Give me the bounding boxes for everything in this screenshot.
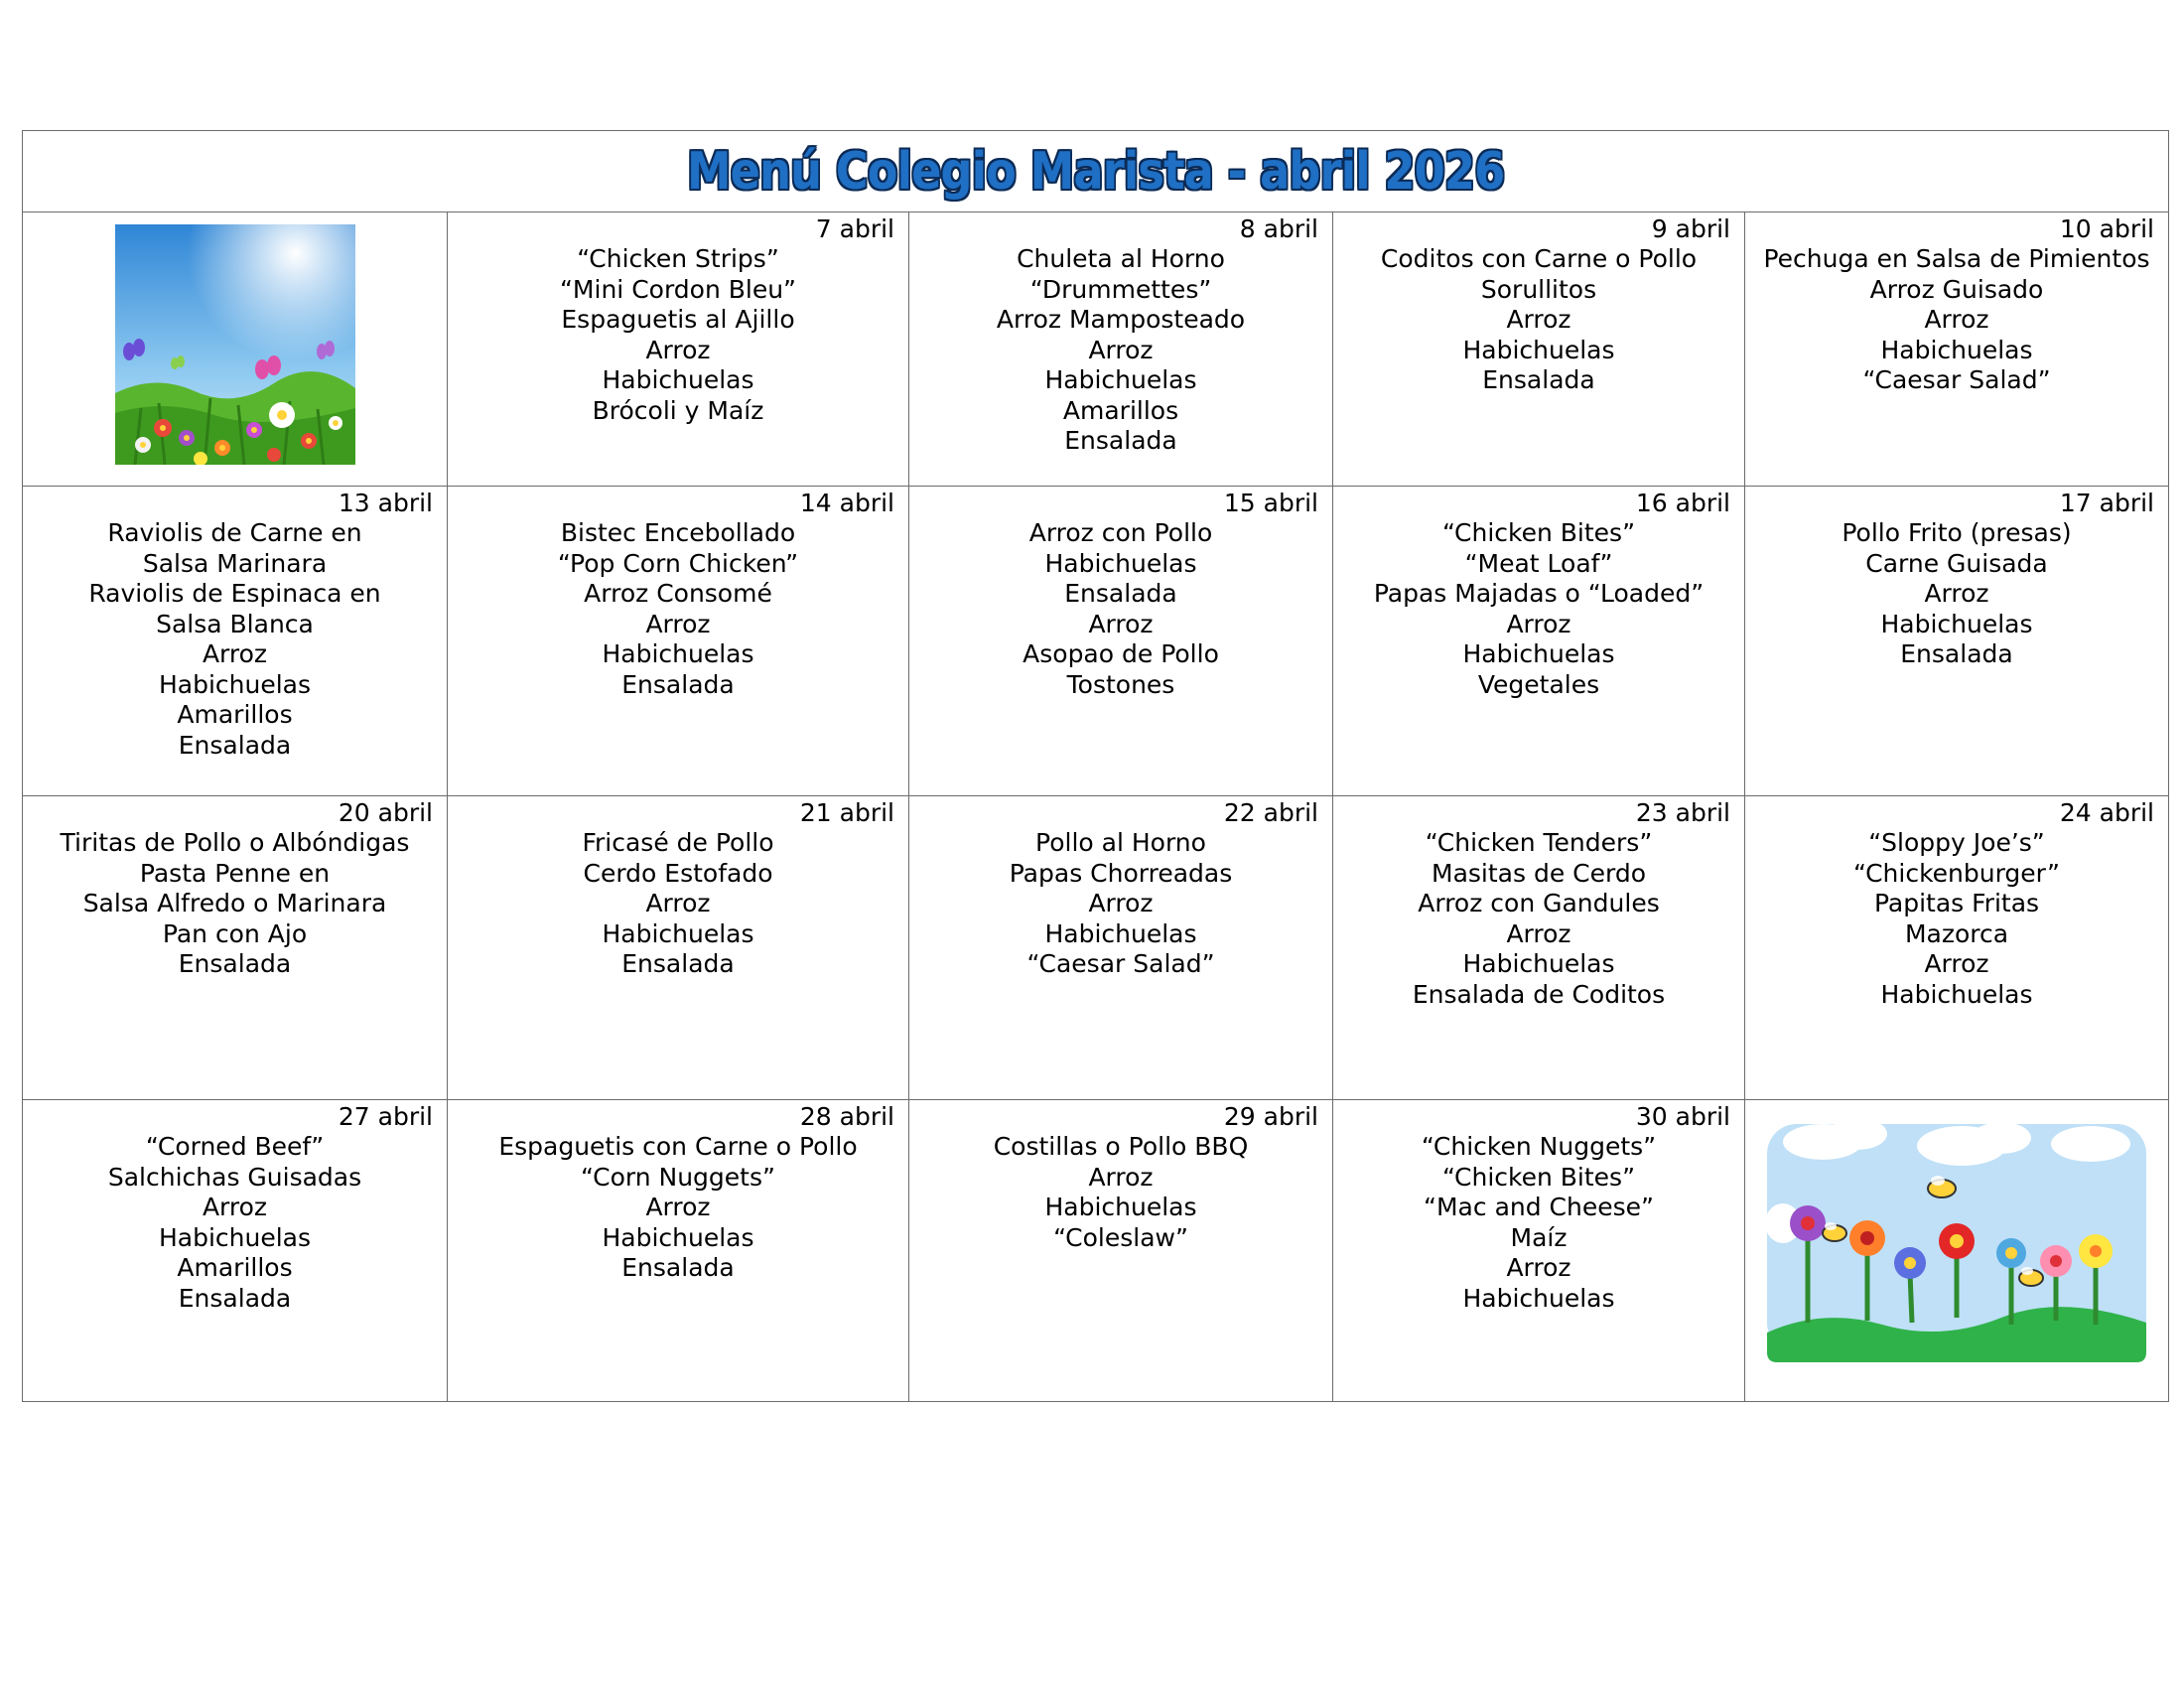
- menu-item: “Chicken Bites”: [1441, 518, 1636, 547]
- menu-item: Pan con Ajo: [162, 918, 308, 948]
- day-date: 14 abril: [799, 489, 894, 517]
- day-cell: [1333, 212, 1745, 487]
- menu-item: Arroz: [1088, 609, 1154, 638]
- menu-item: Ensalada: [178, 730, 292, 760]
- day-menu-items: [23, 1132, 447, 1314]
- menu-item: Habichuelas: [1462, 639, 1615, 668]
- day-date: 21 abril: [799, 798, 894, 827]
- menu-item: Arroz: [1924, 949, 1989, 978]
- menu-item: Costillas o Pollo BBQ: [993, 1132, 1249, 1161]
- menu-item: Vegetales: [1477, 669, 1600, 699]
- menu-item: Arroz: [645, 335, 711, 364]
- day-cell: [1745, 487, 2169, 796]
- menu-item: Pechuga en Salsa de Pimientos: [1763, 244, 2150, 273]
- day-menu-items: [1333, 518, 1744, 700]
- day-date: 29 abril: [1223, 1102, 1318, 1131]
- menu-item: Habichuelas: [602, 365, 754, 394]
- menu-item: Masitas de Cerdo: [1432, 858, 1646, 888]
- menu-item: Habichuelas: [1462, 335, 1615, 364]
- menu-item: Arroz: [1924, 579, 1989, 608]
- menu-item: Arroz: [1088, 1162, 1154, 1192]
- day-date: 16 abril: [1635, 489, 1730, 517]
- menu-item: Arroz: [1506, 918, 1571, 948]
- menu-item: Ensalada: [1064, 426, 1177, 455]
- menu-item: “Pop Corn Chicken”: [557, 548, 799, 578]
- menu-item: “Caesar Salad”: [1862, 365, 2051, 394]
- menu-item: Amarillos: [177, 700, 293, 729]
- menu-item: Arroz Consomé: [584, 579, 772, 608]
- week-row: [23, 487, 2169, 796]
- menu-item: Papas Chorreadas: [1009, 858, 1233, 888]
- menu-item: Arroz: [1924, 305, 1989, 334]
- menu-item: Habichuelas: [158, 669, 312, 699]
- menu-item: Ensalada: [178, 949, 292, 978]
- spring-field-image: [115, 224, 355, 465]
- menu-item: Sorullitos: [1480, 274, 1597, 304]
- menu-item: Amarillos: [177, 1253, 293, 1282]
- menu-item: “Corned Beef”: [145, 1132, 325, 1161]
- menu-item: Chuleta al Horno: [1017, 244, 1225, 273]
- menu-item: Espaguetis con Carne o Pollo: [498, 1132, 858, 1161]
- day-menu-items: [909, 1132, 1332, 1253]
- day-menu-items: [1745, 518, 2168, 670]
- menu-item: Arroz: [1506, 609, 1571, 638]
- menu-item: Arroz: [645, 609, 711, 638]
- day-date: 28 abril: [799, 1102, 894, 1131]
- week-row: [23, 1100, 2169, 1402]
- menu-item: Habichuelas: [1880, 609, 2033, 638]
- day-cell: [909, 1100, 1333, 1402]
- menu-item: Ensalada de Coditos: [1412, 979, 1666, 1009]
- menu-item: Ensalada: [1064, 579, 1177, 608]
- day-menu-items: [909, 828, 1332, 980]
- menu-item: Amarillos: [1062, 395, 1179, 425]
- menu-item: Habichuelas: [1044, 365, 1197, 394]
- title-cell: [23, 131, 2169, 212]
- menu-item: Habichuelas: [1462, 1283, 1615, 1313]
- menu-item: Carne Guisada: [1865, 548, 2048, 578]
- menu-item: Salsa Blanca: [156, 609, 314, 638]
- menu-item: Habichuelas: [1880, 979, 2033, 1009]
- flower-garden-image-cell: [1745, 1100, 2169, 1402]
- menu-item: Mazorca: [1904, 918, 2009, 948]
- menu-item: Arroz Mamposteado: [996, 305, 1246, 334]
- menu-item: Habichuelas: [1880, 335, 2033, 364]
- day-cell: [448, 487, 909, 796]
- menu-item: “Mac and Cheese”: [1424, 1193, 1654, 1221]
- menu-item: “Chicken Bites”: [1441, 1162, 1636, 1192]
- menu-item: Coditos con Carne o Pollo: [1380, 244, 1698, 273]
- menu-item: “Caesar Salad”: [1026, 949, 1215, 978]
- week-row: [23, 796, 2169, 1100]
- day-date: 27 abril: [338, 1102, 433, 1131]
- menu-item: Raviolis de Espinaca en: [88, 579, 381, 608]
- menu-item: Tiritas de Pollo o Albóndigas: [60, 828, 410, 857]
- day-menu-items: [23, 518, 447, 761]
- day-menu-items: [909, 244, 1332, 457]
- day-date: 20 abril: [338, 798, 433, 827]
- menu-item: “Chickenburger”: [1853, 858, 2060, 888]
- menu-item: Habichuelas: [602, 918, 754, 948]
- page-title: Menú Colegio Marista - abril 2026: [686, 141, 1505, 202]
- menu-item: Pollo Frito (presas): [1842, 518, 2072, 547]
- menu-item: Arroz: [645, 1193, 711, 1221]
- day-cell: [909, 796, 1333, 1100]
- menu-item: “Mini Cordon Bleu”: [559, 274, 797, 304]
- menu-item: Habichuelas: [602, 639, 754, 668]
- menu-item: Pasta Penne en: [139, 858, 331, 888]
- menu-item: Arroz: [1506, 305, 1571, 334]
- day-cell: [1333, 1100, 1745, 1402]
- day-cell: [1333, 487, 1745, 796]
- day-menu-items: [1745, 828, 2168, 1010]
- day-date: 17 abril: [2059, 489, 2154, 517]
- menu-item: Pollo al Horno: [1035, 828, 1206, 857]
- menu-item: Ensalada: [1482, 365, 1595, 394]
- menu-item: Cerdo Estofado: [583, 858, 773, 888]
- menu-item: Maíz: [1510, 1222, 1568, 1252]
- day-date: 7 abril: [815, 214, 894, 243]
- day-cell: [909, 212, 1333, 487]
- menu-item: “Sloppy Joe’s”: [1868, 828, 2045, 857]
- day-date: 23 abril: [1635, 798, 1730, 827]
- day-cell: [448, 212, 909, 487]
- menu-item: Habichuelas: [602, 1222, 754, 1252]
- menu-item: “Coleslaw”: [1053, 1222, 1188, 1252]
- day-date: 15 abril: [1223, 489, 1318, 517]
- day-menu-items: [448, 828, 908, 980]
- day-cell: [448, 1100, 909, 1402]
- day-date: 8 abril: [1239, 214, 1318, 243]
- day-menu-items: [1333, 1132, 1744, 1314]
- menu-item: Arroz: [202, 1193, 268, 1221]
- day-menu-items: [1333, 828, 1744, 1010]
- menu-item: Habichuelas: [1044, 918, 1197, 948]
- menu-item: Tostones: [1066, 669, 1175, 699]
- menu-item: Salchichas Guisadas: [107, 1162, 362, 1192]
- menu-table: [22, 130, 2169, 1402]
- menu-item: Papitas Fritas: [1873, 889, 2040, 917]
- menu-item: Ensalada: [621, 1253, 735, 1282]
- day-cell: [23, 1100, 448, 1402]
- week-row: [23, 212, 2169, 487]
- day-date: 24 abril: [2059, 798, 2154, 827]
- day-menu-items: [448, 518, 908, 700]
- day-date: 10 abril: [2059, 214, 2154, 243]
- day-menu-items: [1745, 244, 2168, 396]
- menu-item: Ensalada: [621, 949, 735, 978]
- menu-item: Asopao de Pollo: [1023, 639, 1219, 668]
- menu-item: Habichuelas: [158, 1222, 312, 1252]
- menu-item: Raviolis de Carne en: [107, 518, 362, 547]
- day-date: 13 abril: [338, 489, 433, 517]
- menu-item: Espaguetis al Ajillo: [561, 305, 795, 334]
- menu-item: Arroz: [645, 889, 711, 917]
- menu-item: “Chicken Nuggets”: [1421, 1132, 1657, 1161]
- menu-item: Arroz: [1088, 335, 1154, 364]
- menu-item: Ensalada: [621, 669, 735, 699]
- menu-item: “Chicken Strips”: [577, 244, 779, 273]
- menu-item: Habichuelas: [1044, 548, 1197, 578]
- menu-item: Habichuelas: [1462, 949, 1615, 978]
- day-cell: [1745, 796, 2169, 1100]
- menu-item: “Meat Loaf”: [1464, 548, 1613, 578]
- day-date: 22 abril: [1223, 798, 1318, 827]
- menu-item: Arroz: [1088, 889, 1154, 917]
- menu-item: Brócoli y Maíz: [592, 395, 764, 425]
- menu-item: Arroz: [1506, 1253, 1571, 1282]
- day-menu-items: [448, 244, 908, 426]
- day-cell: [1745, 212, 2169, 487]
- menu-item: Papas Majadas o “Loaded”: [1373, 579, 1705, 608]
- menu-item: Salsa Alfredo o Marinara: [82, 889, 387, 917]
- menu-item: Habichuelas: [1044, 1193, 1197, 1221]
- day-menu-items: [1333, 244, 1744, 396]
- day-cell: [23, 487, 448, 796]
- day-date: 9 abril: [1651, 214, 1730, 243]
- menu-item: “Drummettes”: [1029, 274, 1212, 304]
- day-cell: [448, 796, 909, 1100]
- menu-item: Arroz con Gandules: [1418, 889, 1660, 917]
- spring-field-image-cell: [23, 212, 448, 487]
- day-menu-items: [23, 828, 447, 980]
- menu-item: Ensalada: [178, 1283, 292, 1313]
- menu-item: Arroz con Pollo: [1028, 518, 1213, 547]
- menu-item: “Chicken Tenders”: [1425, 828, 1653, 857]
- menu-item: Ensalada: [1900, 639, 2013, 668]
- menu-item: “Corn Nuggets”: [581, 1162, 775, 1192]
- day-cell: [23, 796, 448, 1100]
- menu-item: Arroz Guisado: [1869, 274, 2044, 304]
- day-menu-items: [448, 1132, 908, 1284]
- day-cell: [909, 487, 1333, 796]
- day-cell: [1333, 796, 1745, 1100]
- day-date: 30 abril: [1635, 1102, 1730, 1131]
- day-menu-items: [909, 518, 1332, 700]
- menu-item: Bistec Encebollado: [560, 518, 796, 547]
- menu-item: Arroz: [202, 639, 268, 668]
- menu-item: Fricasé de Pollo: [582, 828, 774, 857]
- flower-garden-image: [1763, 1114, 2150, 1372]
- menu-item: Salsa Marinara: [142, 548, 328, 578]
